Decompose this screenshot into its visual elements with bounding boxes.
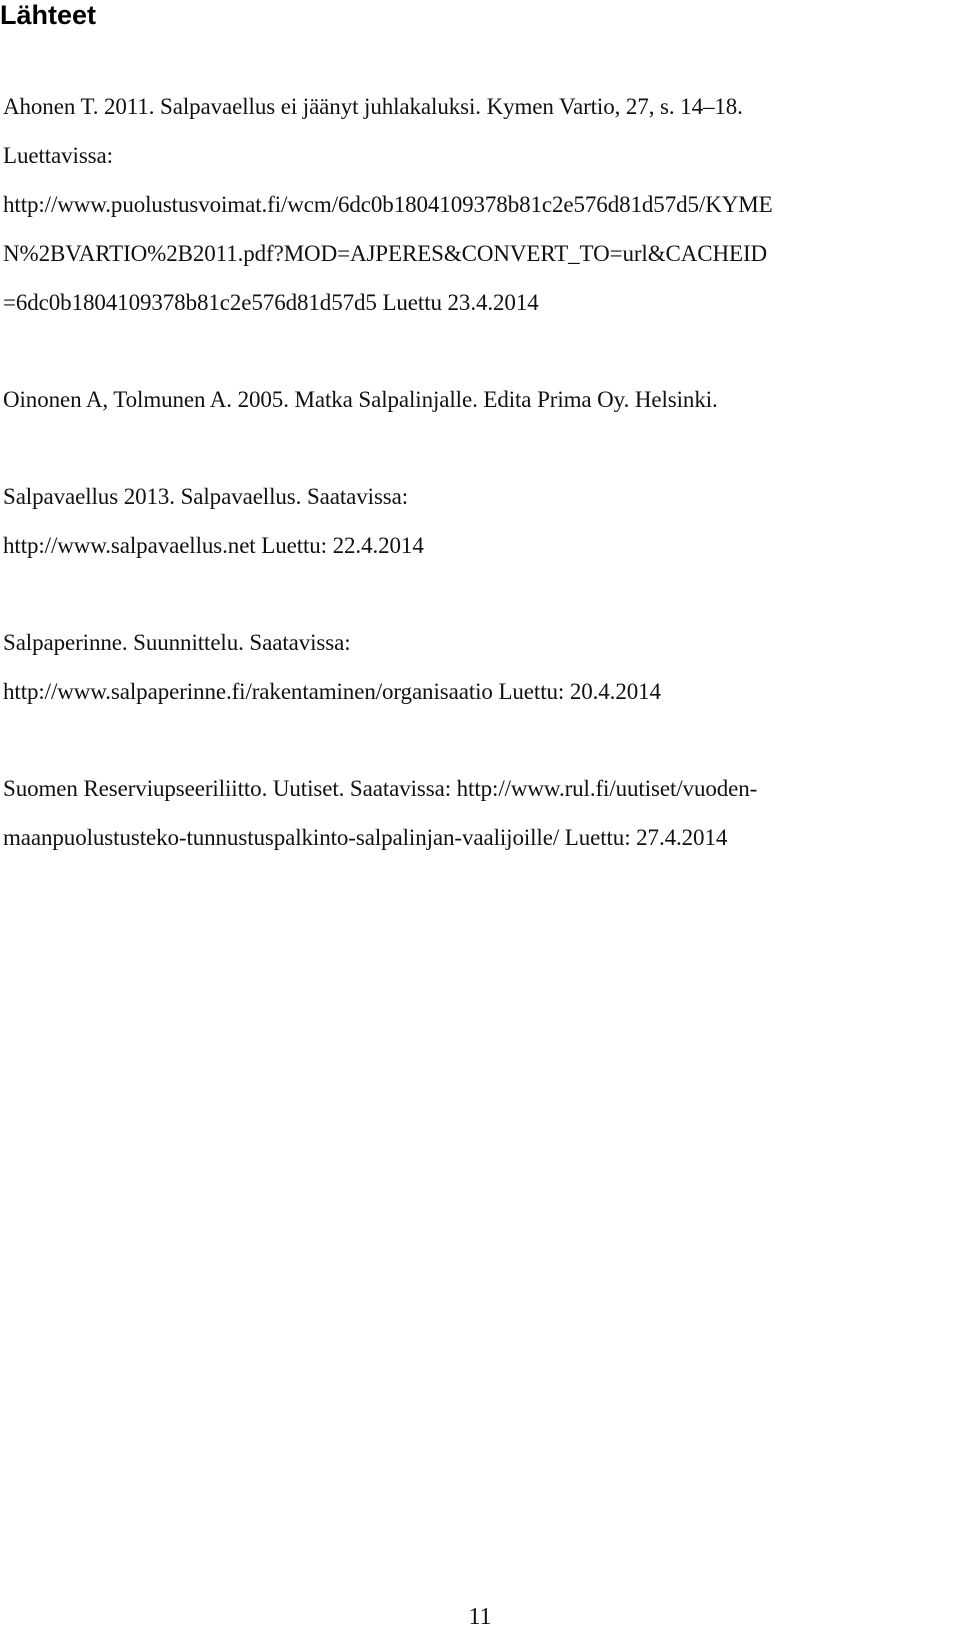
reference-line: Luettavissa: [3,143,113,168]
reference-line: Suomen Reserviupseeriliitto. Uutiset. Saatavissa: http://www.rul.fi/uutiset/vuoden- [3,776,758,801]
reference-line: Oinonen A, Tolmunen A. 2005. Matka Salpalinjalle. Edita Prima Oy. Helsinki. [3,387,718,412]
reference-item [3,764,953,862]
reference-url-line: maanpuolustusteko-tunnustuspalkinto-salpalinjan-vaalijoille/ Luettu: 27.4.2014 [3,825,728,850]
reference-url-line: N%2BVARTIO%2B2011.pdf?MOD=AJPERES&CONVERT_TO=url&CACHEID [3,241,768,266]
reference-line: Salpaperinne. Suunnittelu. Saatavissa: [3,630,351,655]
reference-item [3,375,953,424]
page-number: 11 [468,1604,492,1630]
reference-line: Ahonen T. 2011. Salpavaellus ei jäänyt juhlakaluksi. Kymen Vartio, 27, s. 14–18. [3,94,743,119]
reference-url-line: =6dc0b1804109378b81c2e576d81d57d5 Luettu 23.4.2014 [3,290,539,315]
reference-line: Salpavaellus 2013. Salpavaellus. Saatavissa: [3,484,409,509]
reference-url-line: http://www.salpavaellus.net Luettu: 22.4.2014 [3,533,424,558]
reference-url-line: http://www.salpaperinne.fi/rakentaminen/organisaatio Luettu: 20.4.2014 [3,679,661,704]
page-heading: Lähteet [0,0,97,30]
reference-url-line: http://www.puolustusvoimat.fi/wcm/6dc0b1804109378b81c2e576d81d57d5/KYME [3,192,773,217]
reference-item [3,472,953,570]
reference-list [3,82,953,910]
reference-item [3,618,953,716]
reference-item [3,82,953,327]
